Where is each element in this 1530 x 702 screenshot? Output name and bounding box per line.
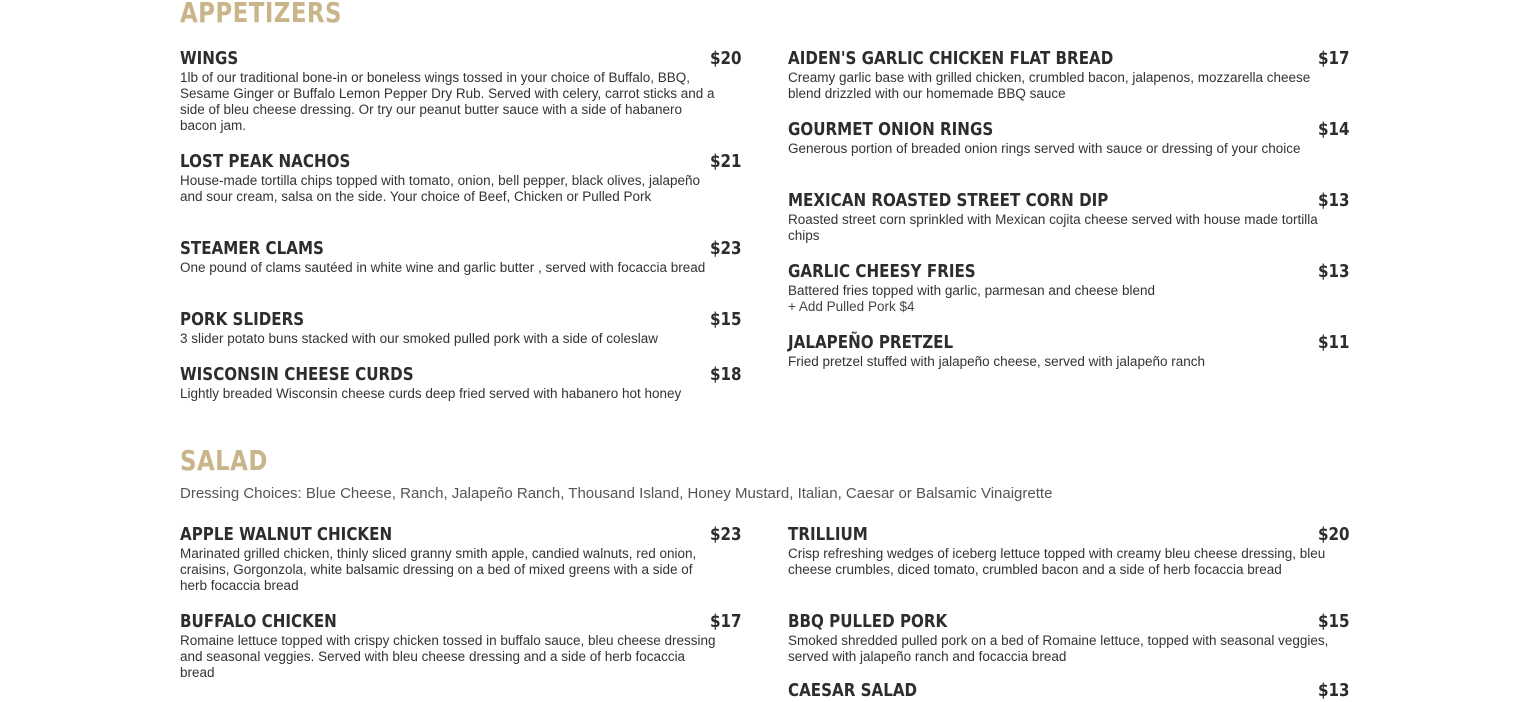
menu-item-apple-walnut-chicken xyxy=(180,524,742,594)
item-name: PORK SLIDERS xyxy=(180,309,305,330)
menu-item-garlic-chicken-flat-bread xyxy=(788,48,1350,102)
item-price: $23 xyxy=(710,524,742,545)
item-name: STEAMER CLAMS xyxy=(180,238,324,259)
item-name: BUFFALO CHICKEN xyxy=(180,611,337,632)
item-description: Lightly breaded Wisconsin cheese curds deep fried served with habanero hot honey xyxy=(180,386,682,401)
dressing-choices: Dressing Choices: Blue Cheese, Ranch, Jalapeño Ranch, Thousand Island, Honey Mustard, Italian, Caesar or Balsamic Vinaigrette xyxy=(180,485,1053,502)
menu-item-street-corn-dip xyxy=(788,190,1350,244)
item-price: $17 xyxy=(710,611,742,632)
item-price: $11 xyxy=(1318,332,1350,353)
menu-item-jalapeno-pretzel xyxy=(788,332,1350,370)
item-price: $17 xyxy=(1318,48,1350,69)
item-name: GOURMET ONION RINGS xyxy=(788,119,994,140)
appetizers-heading: APPETIZERS xyxy=(180,0,342,29)
menu-item-pork-sliders xyxy=(180,309,742,347)
item-addon: + Add Pulled Pork $4 xyxy=(788,299,915,314)
menu-item-buffalo-chicken xyxy=(180,611,742,681)
item-price: $13 xyxy=(1318,680,1350,701)
item-name: WINGS xyxy=(180,48,239,69)
item-name: LOST PEAK NACHOS xyxy=(180,151,351,172)
item-description: Romaine lettuce topped with crispy chicken tossed in buffalo sauce, bleu cheese dressing and seasonal veggies. Served with bleu cheese dressing and a side of herb focaccia bread xyxy=(180,633,716,680)
item-description: 1lb of our traditional bone-in or boneless wings tossed in your choice of Buffalo, BBQ, Sesame Ginger or Buffalo Lemon Pepper Dry Rub. Served with celery, carrot sticks and a side of bleu cheese dressing. Or try our peanut butter sauce with a side of habanero bacon jam. xyxy=(180,70,715,133)
menu-item-steamer-clams xyxy=(180,238,742,276)
item-description: Roasted street corn sprinkled with Mexican cojita cheese served with house made tortilla chips xyxy=(788,212,1318,243)
item-name: GARLIC CHEESY FRIES xyxy=(788,261,976,282)
item-name: CAESAR SALAD xyxy=(788,680,918,701)
menu-item-lost-peak-nachos xyxy=(180,151,742,205)
item-description: Crisp refreshing wedges of iceberg lettuce topped with creamy bleu cheese dressing, bleu cheese crumbles, diced tomato, crumbled bacon and a side of herb focaccia bread xyxy=(788,546,1326,577)
item-price: $23 xyxy=(710,238,742,259)
item-name: WISCONSIN CHEESE CURDS xyxy=(180,364,414,385)
item-price: $18 xyxy=(710,364,742,385)
menu-item-bbq-pulled-pork xyxy=(788,611,1350,665)
item-price: $15 xyxy=(1318,611,1350,632)
item-name: BBQ PULLED PORK xyxy=(788,611,948,632)
item-price: $21 xyxy=(710,151,742,172)
menu-item-gourmet-onion-rings xyxy=(788,119,1350,157)
item-description: Generous portion of breaded onion rings served with sauce or dressing of your choice xyxy=(788,141,1301,156)
item-price: $15 xyxy=(710,309,742,330)
item-price: $13 xyxy=(1318,261,1350,282)
item-name: MEXICAN ROASTED STREET CORN DIP xyxy=(788,190,1109,211)
item-name: TRILLIUM xyxy=(788,524,868,545)
item-description: One pound of clams sautéed in white wine and garlic butter , served with focaccia bread xyxy=(180,260,706,275)
menu-item-caesar-salad xyxy=(788,680,1350,702)
item-description: Fried pretzel stuffed with jalapeño cheese, served with jalapeño ranch xyxy=(788,354,1205,369)
menu-item-garlic-cheesy-fries xyxy=(788,261,1350,315)
item-description: 3 slider potato buns stacked with our smoked pulled pork with a side of coleslaw xyxy=(180,331,659,346)
item-description: Creamy garlic base with grilled chicken, crumbled bacon, jalapenos, mozzarella cheese blend drizzled with our homemade BBQ sauce xyxy=(788,70,1311,101)
item-price: $13 xyxy=(1318,190,1350,211)
menu-item-wings xyxy=(180,48,742,134)
menu-item-wisconsin-cheese-curds xyxy=(180,364,742,402)
salad-heading: SALAD xyxy=(180,444,268,477)
item-description: Battered fries topped with garlic, parmesan and cheese blend xyxy=(788,283,1155,298)
item-name: APPLE WALNUT CHICKEN xyxy=(180,524,393,545)
item-price: $20 xyxy=(710,48,742,69)
item-name: JALAPEÑO PRETZEL xyxy=(788,332,954,353)
item-price: $20 xyxy=(1318,524,1350,545)
item-description: House-made tortilla chips topped with tomato, onion, bell pepper, black olives, jalapeño and sour cream, salsa on the side. Your choice of Beef, Chicken or Pulled Pork xyxy=(180,173,701,204)
item-description: Marinated grilled chicken, thinly sliced granny smith apple, candied walnuts, red onion, craisins, Gorgonzola, white balsamic dressing on a bed of mixed greens with a side of herb focaccia bread xyxy=(180,546,697,593)
item-name: AIDEN'S GARLIC CHICKEN FLAT BREAD xyxy=(788,48,1114,69)
item-price: $14 xyxy=(1318,119,1350,140)
menu-item-trillium xyxy=(788,524,1350,578)
item-description: Smoked shredded pulled pork on a bed of Romaine lettuce, topped with seasonal veggies, served with jalapeño ranch and focaccia bread xyxy=(788,633,1329,664)
